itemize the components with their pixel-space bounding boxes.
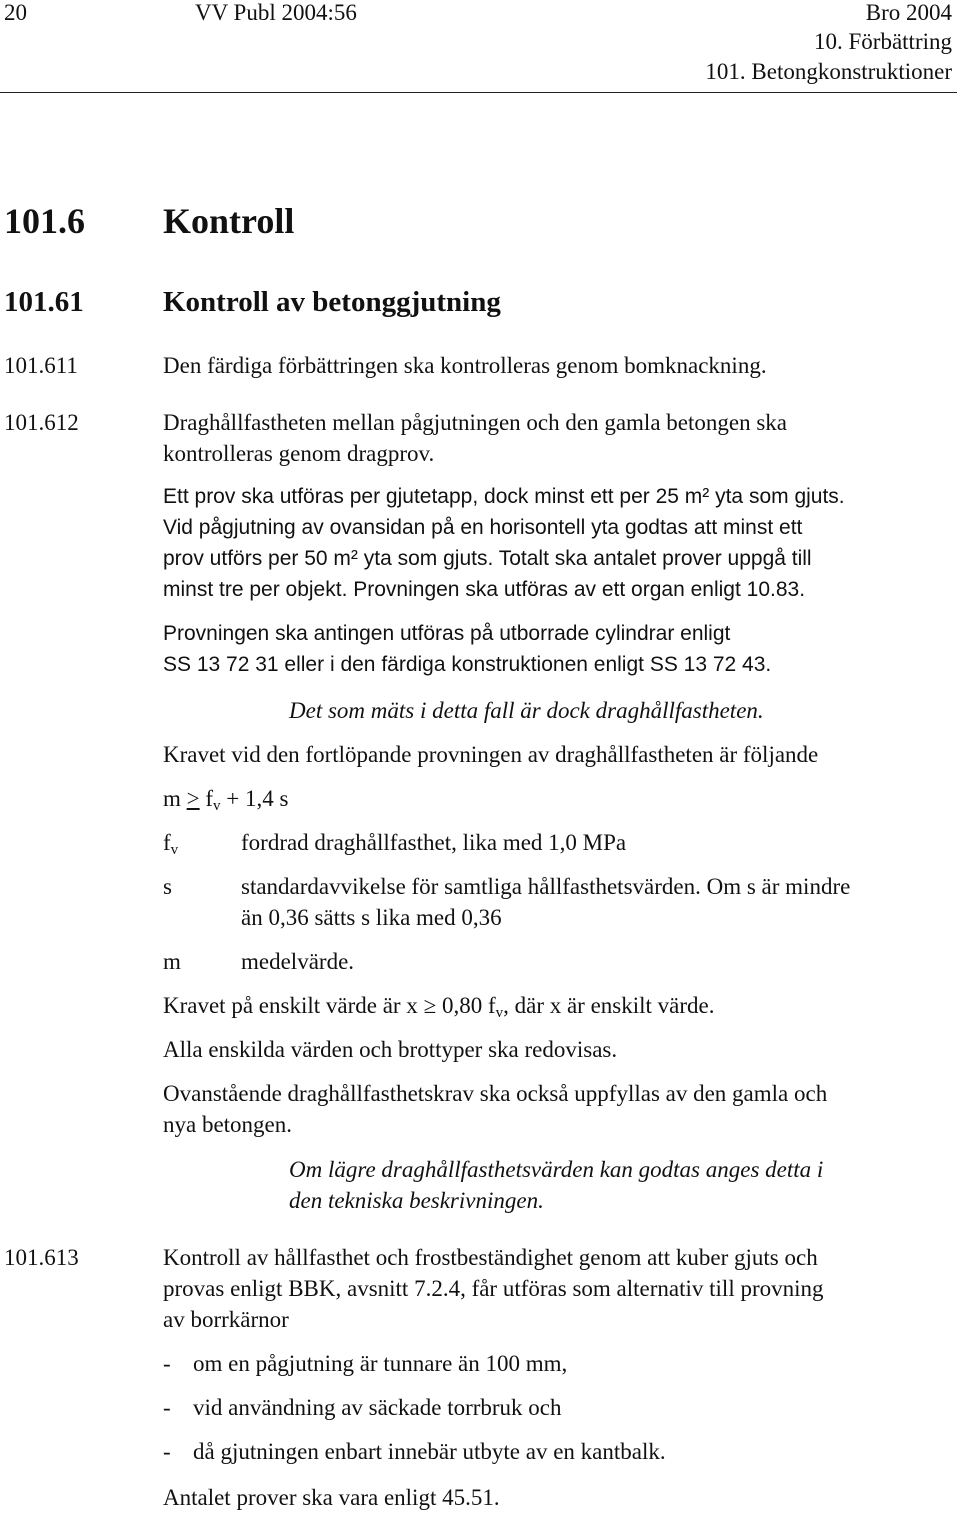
publication-id: VV Publ 2004:56 [195, 0, 357, 25]
paragraph-1-line-2: Vid pågjutning av ovansidan på en horisontell yta godtas att minst ett [163, 516, 803, 539]
formula [163, 786, 288, 812]
formula-sub: v [213, 798, 221, 814]
paragraph-1-line-1: Ett prov ska utföras per gjutetapp, dock minst ett per 25 m² yta som gjuts. [163, 485, 845, 508]
item-613-line-2: provas enligt BBK, avsnitt 7.2.4, får utföras som alternativ till provning [163, 1276, 824, 1301]
note-1: Det som mäts i detta fall är dock draghållfastheten. [289, 698, 764, 723]
paragraph-4-sub: v [495, 1005, 504, 1021]
page-number: 20 [4, 0, 27, 25]
paragraph-6-line-1: Ovanstående draghållfasthetskrav ska också uppfyllas av den gamla och [163, 1081, 828, 1106]
def-m-symbol: m [163, 949, 181, 974]
formula-ge: > [186, 786, 200, 811]
list-item-2-dash: - [163, 1395, 171, 1420]
formula-f: f [205, 786, 214, 811]
heading-2-title: Kontroll av betonggjutning [163, 286, 501, 318]
item-613-line-1: Kontroll av hållfasthet och frostbeständighet genom att kuber gjuts och [163, 1245, 818, 1270]
paragraph-2-line-1: Provningen ska antingen utföras på utborrade cylindrar enligt [163, 622, 731, 645]
def-fv-symbol [163, 830, 178, 856]
paragraph-5: Alla enskilda värden och brottyper ska redovisas. [163, 1037, 618, 1062]
document-title: Bro 2004 [865, 0, 952, 25]
heading-1-title: Kontroll [163, 201, 295, 241]
def-fv-sub: v [170, 842, 179, 858]
paragraph-1-line-3: prov utförs per 50 m² yta som gjuts. Totalt ska antalet prover uppgå till [163, 547, 812, 570]
paragraph-2-line-2: SS 13 72 31 eller i den färdiga konstruktionen enligt SS 13 72 43. [163, 653, 772, 676]
heading-1-number: 101.6 [4, 201, 85, 241]
def-s-line-1: standardavvikelse för samtliga hållfasthetsvärden. Om s är mindre [241, 874, 851, 899]
item-613-number: 101.613 [4, 1245, 79, 1270]
note-2-line-2: den tekniska beskrivningen. [289, 1188, 544, 1213]
paragraph-4-b: 0,80 f [441, 993, 496, 1018]
item-612-line-2: kontrolleras genom dragprov. [163, 441, 435, 466]
item-611-text: Den färdiga förbättringen ska kontrolleras genom bomknackning. [163, 353, 767, 378]
item-611-number: 101.611 [4, 353, 78, 378]
section-title: 101. Betongkonstruktioner [705, 59, 952, 84]
header-rule [0, 92, 957, 93]
item-612-line-1: Draghållfastheten mellan pågjutningen och den gamla betongen ska [163, 410, 787, 435]
list-item-1-dash: - [163, 1351, 171, 1376]
paragraph-6-line-2: nya betongen. [163, 1112, 293, 1137]
list-item-3-dash: - [163, 1439, 171, 1464]
paragraph-4 [163, 993, 715, 1019]
list-item-1: om en pågjutning är tunnare än 100 mm, [193, 1351, 568, 1376]
list-item-3: då gjutningen enbart innebär utbyte av en kantbalk. [193, 1439, 666, 1464]
def-s-symbol: s [163, 874, 172, 899]
list-item-2: vid användning av säckade torrbruk och [193, 1395, 562, 1420]
item-612-number: 101.612 [4, 410, 79, 435]
final-paragraph: Antalet prover ska vara enligt 45.51. [163, 1485, 500, 1510]
def-fv-f: f [163, 830, 171, 855]
paragraph-4-a: Kravet på enskilt värde är x [163, 993, 418, 1018]
formula-rest: + 1,4 s [226, 786, 289, 811]
item-613-line-3: av borrkärnor [163, 1307, 289, 1332]
note-2-line-1: Om lägre draghållfasthetsvärden kan godtas anges detta i [289, 1157, 824, 1182]
def-m-text: medelvärde. [241, 949, 355, 974]
paragraph-1-line-4: minst tre per objekt. Provningen ska utföras av ett organ enligt 10.83. [163, 578, 806, 601]
def-fv-text: fordrad draghållfasthet, lika med 1,0 MPa [241, 830, 627, 855]
heading-2-number: 101.61 [4, 286, 84, 318]
paragraph-3: Kravet vid den fortlöpande provningen av draghållfastheten är följande [163, 742, 819, 767]
def-s-line-2: än 0,36 sätts s lika med 0,36 [241, 905, 502, 930]
paragraph-4-ge: ≥ [423, 993, 437, 1018]
paragraph-4-c: , där x är enskilt värde. [503, 993, 715, 1018]
formula-m: m [163, 786, 181, 811]
chapter-title: 10. Förbättring [814, 29, 952, 54]
